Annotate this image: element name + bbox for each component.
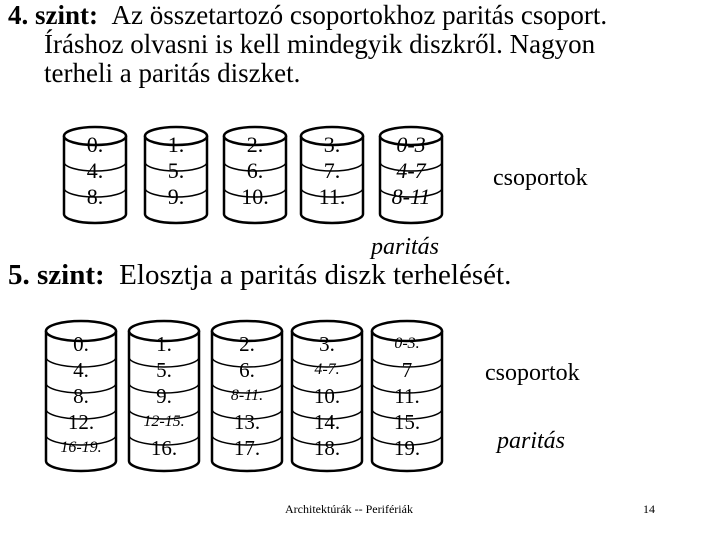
disk-5 [378,126,442,224]
disk-block-cell: 18. [313,436,341,460]
disk-parity-cell: 4-7. [314,361,340,378]
disk-parity-cell: 8-11. [230,387,264,404]
level4-heading: 4. szint: [8,0,98,30]
level5-heading: 5. szint: [8,259,105,291]
level4-description-line3: terheli a paritás diszket. [44,58,301,88]
disk-parity-cell: 16-19. [60,439,102,456]
disk-block-cell: 7 [401,358,413,382]
page-number: 14 [643,502,655,516]
disk-block-cell: 3. [323,132,341,157]
disk-5 [370,320,442,472]
disk-parity-cell: 12-15. [143,413,185,430]
disk-block-cell: 9. [167,184,185,209]
disk-block-cell: 10. [313,384,341,408]
disk-parity-cell: 0-3 [396,132,426,157]
level4-description-line1: Az összetartozó csoportokhoz paritás csoport. [111,0,608,30]
footer-title: Architektúrák -- Perifériák [285,502,413,516]
disk-1 [62,126,126,224]
disk-block-cell: 11. [394,384,420,408]
level4-parity-label: paritás [371,234,440,260]
disk-block-cell: 19. [393,436,421,460]
level4-groups-label: csoportok [493,165,588,191]
disk-2 [143,126,207,224]
disk-block-cell: 7. [323,158,341,183]
disk-block-cell: 5. [156,358,172,382]
disk-block-cell: 0. [73,332,89,356]
level4-description-line2: Íráshoz olvasni is kell mindegyik diszkről. Nagyon [44,29,596,59]
disk-block-cell: 12. [67,410,95,434]
disk-block-cell: 16. [150,436,178,460]
disk-1 [44,320,116,472]
disk-parity-cell: 8-11 [391,184,431,209]
disk-block-cell: 4. [86,158,104,183]
disk-block-cell: 1. [167,132,185,157]
level5-parity-label: paritás [497,428,566,454]
disk-block-cell: 13. [233,410,261,434]
disk-3 [210,320,282,472]
level5-heading-line [8,260,511,290]
level4-heading-line [8,1,607,29]
level5-description: Elosztja a paritás diszk terhelését. [119,259,512,291]
disk-block-cell: 6. [239,358,255,382]
disk-block-cell: 2. [246,132,264,157]
disk-block-cell: 5. [167,158,185,183]
disk-block-cell: 14. [313,410,341,434]
disk-2 [127,320,199,472]
disk-block-cell: 10. [241,184,269,209]
disk-4 [299,126,363,224]
disk-parity-cell: 4-7 [396,158,426,183]
disk-block-cell: 3. [319,332,335,356]
disk-block-cell: 15. [393,410,421,434]
disk-block-cell: 2. [239,332,255,356]
disk-block-cell: 9. [156,384,172,408]
disk-4 [290,320,362,472]
disk-block-cell: 8. [86,184,104,209]
disk-parity-cell: 0-3. [394,335,420,352]
disk-block-cell: 4. [73,358,89,382]
disk-block-cell: 8. [73,384,89,408]
level5-groups-label: csoportok [485,360,580,386]
disk-block-cell: 11. [318,184,346,209]
disk-block-cell: 0. [86,132,104,157]
disk-3 [222,126,286,224]
disk-block-cell: 1. [156,332,172,356]
disk-block-cell: 17. [233,436,261,460]
disk-block-cell: 6. [246,158,264,183]
